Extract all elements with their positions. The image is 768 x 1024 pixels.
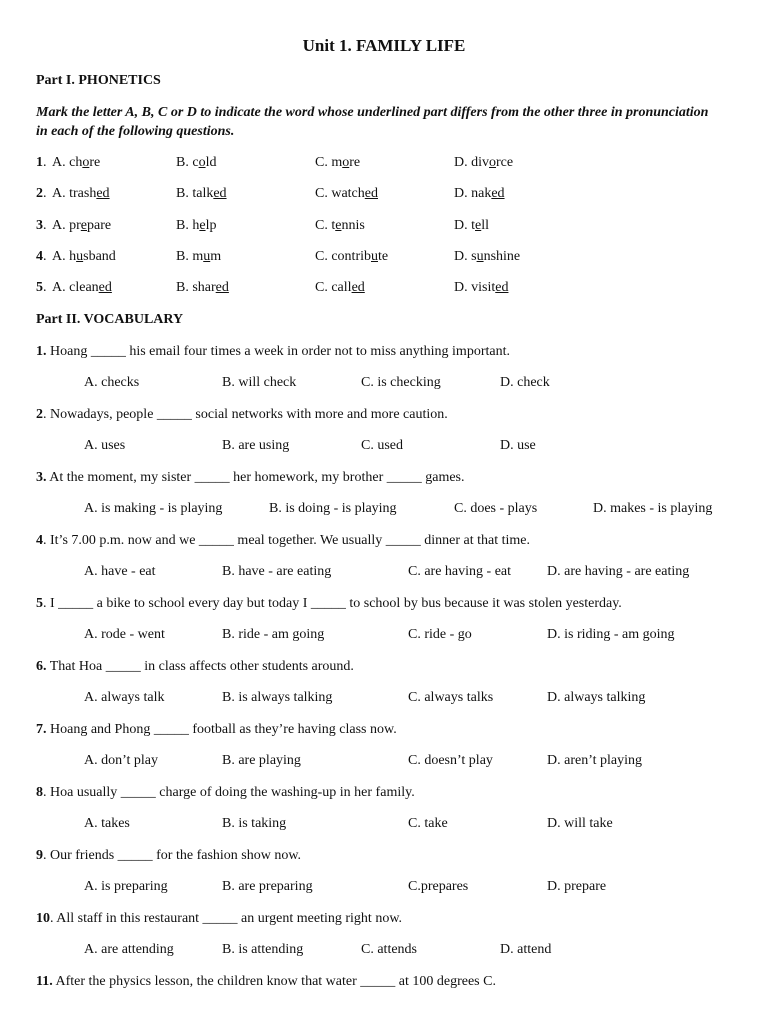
vocabulary-question [36,596,622,612]
question-number-dot: . [43,186,47,202]
option-letter: B. [176,248,193,264]
answer-option[interactable]: A. always talk [84,690,165,705]
answer-option[interactable] [52,280,112,296]
word-part: ll [481,217,490,233]
word-part: ch [69,155,83,170]
word-part: re [349,155,361,170]
answer-option[interactable]: C. doesn’t play [408,753,493,768]
question-text: . Our friends _____ for the fashion show now. [43,848,302,863]
answer-option[interactable] [315,218,365,234]
answer-option[interactable]: B. will check [222,375,297,390]
answer-option[interactable] [52,249,116,265]
word-part: visit [471,280,496,296]
answer-option[interactable] [454,280,508,296]
word-part: call [331,280,352,296]
option-letter: A. [52,217,70,233]
answer-option[interactable]: D. use [500,438,536,453]
underlined-part: u [371,248,378,264]
answer-option[interactable]: B. have - are eating [222,564,332,579]
option-letter: C. [315,280,332,296]
question-number: 9 [36,848,43,863]
option-letter: D. [454,217,472,233]
answer-option[interactable]: C. ride - go [408,627,472,642]
question-number: 1. [36,344,47,359]
vocabulary-question [36,911,402,927]
answer-option[interactable]: D. will take [547,816,613,831]
answer-option[interactable]: B. is attending [222,942,304,957]
answer-option[interactable]: B. is always talking [222,690,333,705]
question-text: . It’s 7.00 p.m. now and we _____ meal together. We usually _____ dinner at that time. [43,533,530,548]
word-part: trash [69,186,97,202]
answer-option[interactable]: D. are having - are eating [547,564,690,579]
answer-options [0,816,768,836]
word-part: s [471,248,477,264]
option-letter: C. [315,186,332,202]
question-text: . I _____ a bike to school every day but today I _____ to school by bus because it was stolen yesterday. [43,596,622,611]
vocabulary-question [36,785,415,801]
underlined-part: o [82,155,90,170]
answer-options [0,690,768,710]
part2-heading: Part II. VOCABULARY [36,312,184,327]
underlined-part: ed [351,280,365,296]
answer-option[interactable] [454,249,520,265]
answer-option[interactable]: C. are having - eat [408,564,512,579]
underlined-part: o [198,155,206,170]
option-letter: C. [315,217,332,233]
underlined-part: u [76,248,84,264]
answer-option[interactable] [176,280,229,296]
answer-option[interactable] [176,186,227,202]
answer-option[interactable]: A. have - eat [84,564,156,579]
option-letter: C. [315,248,332,264]
answer-option[interactable]: D. is riding - am going [547,627,675,642]
underlined-part: e [335,217,342,233]
word-part: nnis [341,217,365,233]
word-part: t [471,217,476,233]
option-letter: B. [176,217,193,233]
question-text: That Hoa _____ in class affects other students around. [46,659,354,674]
word-part: div [471,155,490,170]
answer-option[interactable]: A. uses [84,438,126,453]
phonetics-question [0,186,768,206]
vocabulary-question [36,344,510,360]
answer-option[interactable]: D. aren’t playing [547,753,642,768]
answer-option[interactable]: C. attends [361,942,417,957]
question-number: 2 [36,407,43,422]
phonetics-question [0,155,768,175]
answer-option[interactable] [454,186,505,202]
vocabulary-question [36,407,448,423]
word-part: m [192,248,204,264]
question-text: After the physics lesson, the children know that water _____ at 100 degrees C. [52,974,496,989]
question-number: 4 [36,533,43,548]
question-number: 8 [36,785,43,800]
vocabulary-question [36,848,301,864]
option-letter: A. [52,186,70,202]
underlined-part: ed [491,186,505,202]
option-letter: B. [176,155,193,170]
word-part: ld [205,155,217,170]
option-letter: C. [315,155,332,170]
answer-option[interactable]: C. always talks [408,690,494,705]
question-number: 5 [36,596,43,611]
option-letter: D. [454,155,472,170]
question-number: 3 [36,217,43,233]
answer-option[interactable]: A. takes [84,816,130,831]
page-title: Unit 1. FAMILY LIFE [302,36,466,55]
phonetics-question [0,280,768,300]
answer-option[interactable]: D. makes - is playing [593,501,713,516]
answer-option[interactable] [315,249,388,265]
answer-option[interactable]: D. prepare [547,879,607,894]
word-part: nak [471,186,492,202]
question-number-dot: . [43,280,47,296]
answer-option[interactable]: C. is checking [361,375,441,390]
question-number-dot: . [43,155,47,170]
answer-options [0,564,768,584]
vocabulary-question [36,974,496,990]
question-number-dot: . [43,248,47,264]
option-letter: D. [454,186,472,202]
answer-option[interactable]: C. used [361,438,403,453]
word-part: sband [83,248,116,264]
word-part: c [192,155,199,170]
word-part: contrib [331,248,371,264]
question-number: 3. [36,470,47,485]
word-part: watch [331,186,365,202]
underlined-part: ed [215,280,229,296]
answer-option[interactable]: D. always talking [547,690,646,705]
answer-option[interactable]: C. does - plays [454,501,538,516]
question-text: . Nowadays, people _____ social networks with more and more caution. [43,407,448,422]
answer-option[interactable]: A. don’t play [84,753,159,768]
answer-option[interactable]: B. is taking [222,816,287,831]
answer-options [0,501,768,521]
answer-option[interactable]: A. are attending [84,942,174,957]
answer-option[interactable]: D. attend [500,942,552,957]
word-part: m [210,248,222,264]
question-text: Hoang and Phong _____ football as they’re having class now. [46,722,397,737]
word-part: lp [205,217,217,233]
underlined-part: o [342,155,350,170]
question-number: 7. [36,722,47,737]
answer-option[interactable]: A. rode - went [84,627,165,642]
answer-option[interactable]: B. are playing [222,753,301,768]
word-part: rce [496,155,514,170]
answer-options [0,753,768,773]
underlined-part: ed [213,186,227,202]
answer-option[interactable]: A. is making - is playing [84,501,223,516]
word-part: nshine [483,248,521,264]
answer-option[interactable] [315,280,365,296]
option-letter: D. [454,280,472,296]
answer-option[interactable] [176,155,216,171]
option-letter: A. [52,248,70,264]
answer-option[interactable] [454,218,489,234]
phonetics-question [0,218,768,238]
answer-option[interactable]: D. check [500,375,550,390]
part1-heading: Part I. PHONETICS [36,73,161,88]
answer-option[interactable] [454,155,513,171]
answer-option[interactable]: B. ride - am going [222,627,325,642]
answer-option[interactable]: B. are using [222,438,290,453]
underlined-part: e [199,217,206,233]
question-number-dot: . [43,217,47,233]
word-part: pr [69,217,81,233]
vocabulary-question [36,722,397,738]
question-text: Hoang _____ his email four times a week in order not to miss anything important. [46,344,510,359]
word-part: shar [192,280,216,296]
answer-option[interactable]: A. checks [84,375,140,390]
underlined-part: ed [96,186,110,202]
option-letter: A. [52,155,70,170]
word-part: h [192,217,200,233]
part1-instruction: Mark the letter A, B, C or D to indicate the word whose underlined part differs from the other three in pronunciation in each of the following questions. [36,105,709,139]
option-letter: D. [454,248,472,264]
underlined-part: e [80,217,88,233]
vocabulary-question [36,470,465,486]
underlined-part: ed [364,186,378,202]
option-letter: A. [52,280,70,296]
question-number: 5 [36,280,43,296]
underlined-part: ed [495,280,509,296]
answer-option[interactable]: C.prepares [408,879,469,894]
answer-options [0,627,768,647]
question-number: 6. [36,659,47,674]
underlined-part: u [476,248,484,264]
vocabulary-question [36,533,530,549]
word-part: talk [192,186,214,202]
answer-option[interactable] [52,218,111,234]
question-number: 10 [36,911,50,926]
answer-option[interactable] [315,186,378,202]
question-number: 11. [36,974,53,989]
word-part: te [378,248,389,264]
answer-option[interactable]: B. is doing - is playing [269,501,397,516]
answer-option[interactable] [315,155,360,171]
vocabulary-question [36,659,354,675]
answer-options [0,375,768,395]
question-number: 2 [36,186,43,202]
answer-option[interactable]: B. are preparing [222,879,313,894]
answer-options [0,942,768,962]
underlined-part: ed [98,280,112,296]
answer-options [0,879,768,899]
word-part: t [331,217,336,233]
answer-option[interactable]: A. is preparing [84,879,168,894]
question-text: . Hoa usually _____ charge of doing the washing-up in her family. [43,785,415,800]
question-number: 1 [36,155,43,170]
option-letter: B. [176,280,193,296]
answer-option[interactable] [176,218,216,234]
answer-option[interactable] [176,249,221,265]
answer-option[interactable]: C. take [408,816,448,831]
answer-option[interactable] [52,155,100,171]
answer-options [0,438,768,458]
word-part: h [69,248,77,264]
word-part: clean [69,280,99,296]
underlined-part: u [203,248,211,264]
question-number: 4 [36,248,43,264]
option-letter: B. [176,186,193,202]
question-text: . All staff in this restaurant _____ an urgent meeting right now. [50,911,403,926]
question-text: At the moment, my sister _____ her homework, my brother _____ games. [46,470,465,485]
answer-option[interactable] [52,186,110,202]
underlined-part: e [475,217,482,233]
phonetics-question [0,249,768,269]
word-part: re [89,155,101,170]
word-part: m [331,155,343,170]
underlined-part: o [489,155,497,170]
word-part: pare [87,217,112,233]
